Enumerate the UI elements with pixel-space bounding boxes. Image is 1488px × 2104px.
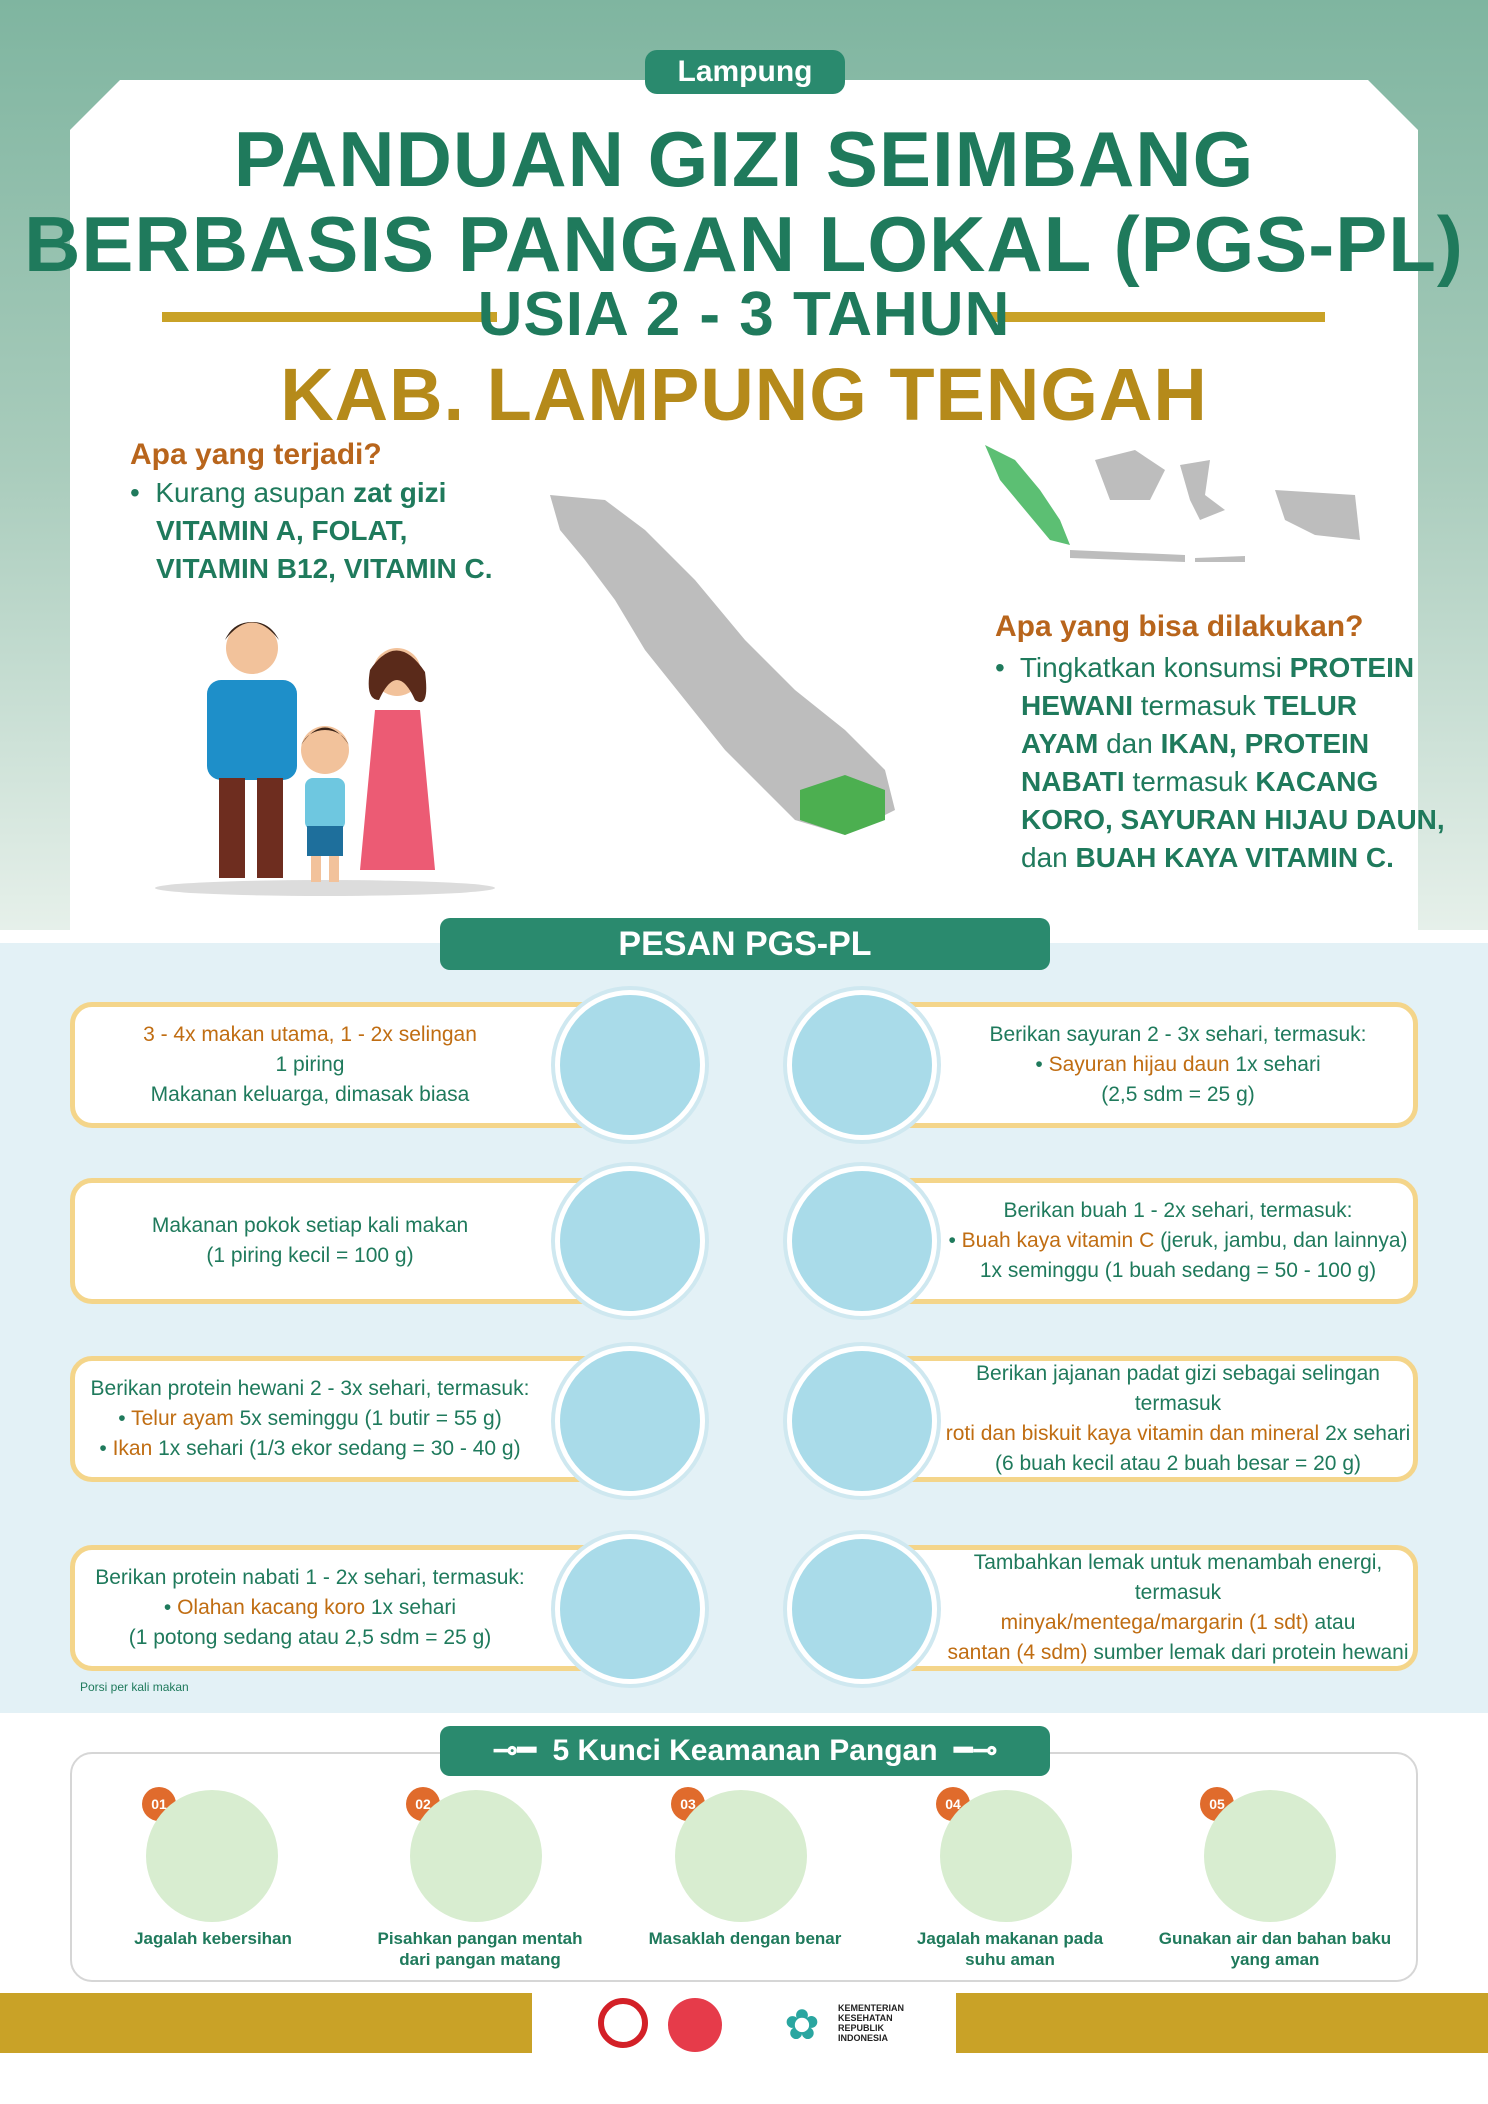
key-label: Jagalah kebersihan <box>134 1929 292 1948</box>
seameo-logo <box>598 1998 648 2048</box>
tap-icon <box>1204 1790 1336 1922</box>
key-number: 04 <box>936 1787 970 1821</box>
key-number: 03 <box>671 1787 705 1821</box>
fats-icon <box>787 1534 937 1684</box>
message-card-5: Berikan protein hewani 2 - 3x sehari, termasuk: • Telur ayam 5x seminggu (1 butir = 55 g) • Ikan 1x sehari (1/3 ekor sedang = 30 - 40 g) <box>70 1356 630 1482</box>
key-number: 02 <box>406 1787 440 1821</box>
footer-bar-right <box>956 1993 1488 2053</box>
sumatra-map <box>545 490 945 850</box>
separate-food-icon <box>410 1790 542 1922</box>
family-illustration <box>145 600 505 900</box>
messages-title: PESAN PGS-PL <box>440 918 1050 970</box>
message-card-6: Berikan jajanan padat gizi sebagai selingan termasuk roti dan biskuit kaya vitamin dan mineral 2x sehari (6 buah kecil atau 2 buah besar = 20 g) <box>858 1356 1418 1482</box>
keys-title: ⊸━ 5 Kunci Keamanan Pangan ━⊸ <box>440 1726 1050 1776</box>
key-label: Pisahkan pangan mentah dari pangan matang <box>377 1929 583 1969</box>
recfon-logo <box>668 1998 722 2052</box>
key-label: Jagalah makanan pada suhu aman <box>916 1929 1104 1969</box>
thermometer-icon <box>940 1790 1072 1922</box>
age-label: USIA 2 - 3 TAHUN <box>477 280 1011 349</box>
problem-text: • Kurang asupan zat gizi VITAMIN A, FOLAT, VITAMIN B12, VITAMIN C. <box>130 477 493 584</box>
message-card-3: Makanan pokok setiap kali makan (1 piring kecil = 100 g) <box>70 1178 630 1304</box>
message-card-2: Berikan sayuran 2 - 3x sehari, termasuk: • Sayuran hijau daun 1x sehari (2,5 sdm = 25 g) <box>858 1002 1418 1128</box>
key-number: 01 <box>142 1787 176 1821</box>
indonesia-map <box>985 440 1360 570</box>
animal-protein-icon <box>555 1346 705 1496</box>
pot-icon <box>675 1790 807 1922</box>
action-text: • Tingkatkan konsumsi PROTEIN HEWANI termasuk TELUR AYAM dan IKAN, PROTEIN NABATI termasuk KACANG KORO, SAYURAN HIJAU DAUN, dan BUAH KAYA VITAMIN C. <box>995 652 1445 873</box>
snacks-icon <box>787 1346 937 1496</box>
key-number: 05 <box>1200 1787 1234 1821</box>
title-line-2: BERBASIS PANGAN LOKAL (PGS-PL) <box>24 200 1464 288</box>
portion-note: Porsi per kali makan <box>80 1680 189 1694</box>
meal-plate-icon <box>555 990 705 1140</box>
footer-bar-left <box>0 1993 532 2053</box>
kemenkes-text: KEMENTERIAN KESEHATAN REPUBLIK INDONESIA <box>838 2003 905 2043</box>
kemenkes-logo: ✿ <box>784 2001 820 2048</box>
message-card-7: Berikan protein nabati 1 - 2x sehari, termasuk: • Olahan kacang koro 1x sehari (1 potong sedang atau 2,5 sdm = 25 g) <box>70 1545 630 1671</box>
region-badge: Lampung <box>645 50 845 94</box>
key-label: Masaklah dengan benar <box>648 1929 842 1948</box>
handwash-icon <box>146 1790 278 1922</box>
title-line-1: PANDUAN GIZI SEIMBANG <box>233 115 1255 203</box>
fruits-icon <box>787 1166 937 1316</box>
district-label: KAB. LAMPUNG TENGAH <box>280 353 1208 436</box>
message-card-8: Tambahkan lemak untuk menambah energi, termasuk minyak/mentega/margarin (1 sdt) atau santan (4 sdm) sumber lemak dari protein hewani <box>858 1545 1418 1671</box>
action-question: Apa yang bisa dilakukan? <box>995 610 1364 643</box>
key-icon: ━⊸ <box>954 1734 998 1767</box>
key-icon: ⊸━ <box>492 1734 536 1767</box>
message-card-1: 3 - 4x makan utama, 1 - 2x selingan 1 piring Makanan keluarga, dimasak biasa <box>70 1002 630 1128</box>
plant-protein-icon <box>555 1534 705 1684</box>
vegetables-icon <box>787 990 937 1140</box>
staple-food-icon <box>555 1166 705 1316</box>
problem-question: Apa yang terjadi? <box>130 438 382 471</box>
message-card-4: Berikan buah 1 - 2x sehari, termasuk: • Buah kaya vitamin C (jeruk, jambu, dan lainnya) 1x seminggu (1 buah sedang = 50 - 100 g) <box>858 1178 1418 1304</box>
key-label: Gunakan air dan bahan baku yang aman <box>1158 1929 1392 1969</box>
